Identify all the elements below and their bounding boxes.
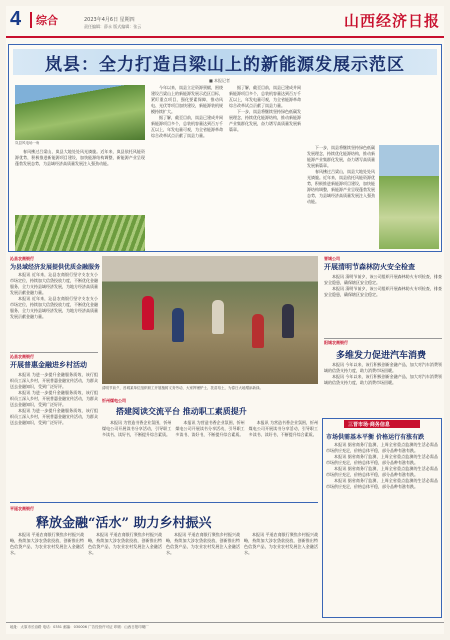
tree-planting-photo bbox=[102, 256, 318, 384]
masthead bbox=[6, 6, 444, 38]
lead-body-col2: 今年以来，岚县立足资源禀赋，围绕建设吕梁山上的新能源发展示范区目标，紧盯重点项目，强化要素保障，推动风电、光伏等项目加快建设，新能源装机规模持续扩大。 据了解，截至目前，岚县已建成并网新能源项目多个，总装机容量达到百万千瓦以上，年发电量可观，为全省能源革命综合改革试点贡献了岚县力量。 bbox=[151, 85, 223, 138]
dateline: 2023年4月6日 星期四 bbox=[84, 17, 135, 23]
lead-body-col1: 春风拂过吕梁山，岚县大地处处风光旖旎。近年来，岚县依托风能资源优势，积极推进新能源项目建设，加快能源结构调整，新能源产业呈现蓬勃发展态势，为县域经济高质量发展注入强劲动能。 bbox=[15, 149, 145, 166]
section-label: 综合 bbox=[30, 12, 58, 28]
divider bbox=[324, 338, 442, 339]
article-title: 开展清明节森林防火安全检查 bbox=[324, 262, 415, 271]
lead-photo-wind-farm bbox=[15, 85, 145, 140]
market-title: 市场供需基本平衡 价格运行有涨有跌 bbox=[326, 434, 425, 441]
person-figure bbox=[172, 308, 184, 342]
market-body: 本报讯 据省商务厅监测，上周全省重点监测的生活必需品市场供应充足，价格总体平稳，部分品种有涨有跌。 本报讯 据省商务厅监测，上周全省重点监测的生活必需品市场供应充足，价格总体平稳，部分品种有涨有跌。 本报讯 据省商务厅监测，上周全省重点监测的生活必需品市场供应充足，价格总体平稳，部分品种有涨有跌。 本报讯 据省商务厅监测，上周全省重点监测的生活必需品市场供应充足，价格总体平稳，部分品种有涨有跌。 bbox=[326, 442, 438, 489]
lead-article bbox=[8, 44, 442, 252]
article-kicker: 晋城公司 bbox=[324, 256, 340, 261]
divider bbox=[10, 352, 98, 353]
lead-body-col3: 据了解，截至目前，岚县已建成并网新能源项目多个，总装机容量达到百万千瓦以上，年发电量可观，为全省能源革命综合改革试点贡献了岚县力量。 下一步，岚县将继续坚持绿色低碳发展理念，持续优化能源结构，推动新能源产业集群化发展，奋力谱写高质量发展新篇章。 bbox=[229, 85, 301, 132]
article-title: 释放金融“活水” 助力乡村振兴 bbox=[36, 516, 212, 531]
article-body: 本报讯 清明节前夕，该公司组织开展森林防火专项检查，排查安全隐患，确保辖区安全稳定。 本报讯 清明节前夕，该公司组织开展森林防火专项检查，排查安全隐患，确保辖区安全稳定。 bbox=[324, 274, 442, 297]
lead-photo-caption: 岚县风电场一角 bbox=[15, 141, 40, 145]
lead-photo-solar bbox=[379, 145, 439, 249]
article-kicker: 沁县农商银行 bbox=[10, 354, 34, 359]
person-figure bbox=[142, 296, 154, 330]
newspaper-page bbox=[6, 6, 444, 634]
article-title: 为县域经济发展提供优质金融服务 bbox=[10, 264, 101, 271]
page-number: 4 bbox=[10, 8, 22, 30]
article-body: 本报讯 平遥农商银行聚焦乡村振兴战略，持续加大涉农贷款投放，创新推出特色信贷产品，为农业农村发展注入金融活水。 本报讯 平遥农商银行聚焦乡村振兴战略，持续加大涉农贷款投放，创新推出特色信贷产品，为农业农村发展注入金融活水。 本报讯 平遥农商银行聚焦乡村振兴战略，持续加大涉农贷款投放，创新推出特色信贷产品，为农业农村发展注入金融活水。 本报讯 平遥农商银行聚焦乡村振兴战略，持续加大涉农贷款投放，创新推出特色信贷产品，为农业农村发展注入金融活水。 bbox=[10, 532, 318, 555]
article-body: 本报讯 近年来，沁县农商银行坚守支农支小市场定位，持续加大信贷投放力度，不断优化金融服务，全力支持县域经济发展，为地方经济高质量发展贡献金融力量。 本报讯 近年来，沁县农商银行坚守支农支小市场定位，持续加大信贷投放力度，不断优化金融服务，全力支持县域经济发展，为地方经济高质量发展贡献金融力量。 bbox=[10, 272, 98, 319]
newspaper-logo: 山西经济日报 bbox=[343, 12, 440, 30]
lead-body-col4: 下一步，岚县将继续坚持绿色低碳发展理念，持续优化能源结构，推动新能源产业集群化发展，奋力谱写高质量发展新篇章。 春风拂过吕梁山，岚县大地处处风光旖旎。近年来，岚县依托风能资源优势，积极推进新能源项目建设，加快能源结构调整，新能源产业呈现蓬勃发展态势，为县域经济高质量发展注入强劲动能。 bbox=[307, 145, 375, 204]
lead-banner bbox=[13, 49, 437, 75]
photo-caption: 清明节前夕，晋城某单位组织职工开展植树义务劳动，大家挥锹铲土、扶苗培土，为春日大地增添新绿。 bbox=[102, 386, 263, 390]
article-body: 本报讯 为进一步提升金融服务质效，该行组织员工深入乡村，开展普惠金融宣传活动，为群众送去金融知识，受到广泛好评。 本报讯 为进一步提升金融服务质效，该行组织员工深入乡村，开展普惠金融宣传活动，为群众送去金融知识，受到广泛好评。 本报讯 为进一步提升金融服务质效，该行组织员工深入乡村，开展普惠金融宣传活动，为群众送去金融知识，受到广泛好评。 bbox=[10, 372, 98, 425]
lead-photo-farmland bbox=[15, 215, 145, 251]
page-footer: 地址：太原市长治路 电话：0351 邮编：030006 广告经营许可证 印刷：山西日报印刷厂 bbox=[6, 622, 444, 634]
editor-line: 责任编辑：薛永 版式编辑：张云 bbox=[84, 24, 142, 29]
article-title: 开展普惠金融进乡村活动 bbox=[10, 360, 87, 369]
person-figure bbox=[252, 314, 264, 348]
lead-byline: ■ 本报记者 bbox=[209, 78, 231, 83]
article-body: 本报讯 今年以来，该行积极创新金融产品，加大对汽车消费领域的信贷支持力度，助力消费市场回暖。 本报讯 今年以来，该行积极创新金融产品，加大对汽车消费领域的信贷支持力度，助力消费市场回暖。 bbox=[324, 362, 442, 385]
lead-headline: 岚县：全力打造吕梁山上的新能源发展示范区 bbox=[45, 54, 405, 75]
article-title: 搭建阅读交流平台 推动职工素质提升 bbox=[116, 406, 247, 416]
market-section-bar: 三晋市场·商务信息 bbox=[344, 420, 420, 428]
article-title: 多维发力促进汽车消费 bbox=[336, 351, 427, 361]
person-figure bbox=[282, 304, 294, 338]
article-body: 本报讯 为营造书香企业氛围，忻州煤电公司开展读书分享活动，引导职工多读书、读好书，不断提升综合素质。 本报讯 为营造书香企业氛围，忻州煤电公司开展读书分享活动，引导职工多读书、读好书，不断提升综合素质。 本报讯 为营造书香企业氛围，忻州煤电公司开展读书分享活动，引导职工多读书、读好书，不断提升综合素质。 bbox=[102, 420, 318, 437]
article-kicker: 阳城农商银行 bbox=[324, 340, 348, 345]
article-kicker: 忻州煤电公司 bbox=[102, 398, 126, 403]
divider bbox=[10, 502, 318, 503]
person-figure bbox=[212, 300, 224, 334]
article-kicker: 沁县农商银行 bbox=[10, 256, 34, 261]
article-kicker: 平遥农商银行 bbox=[10, 506, 34, 511]
